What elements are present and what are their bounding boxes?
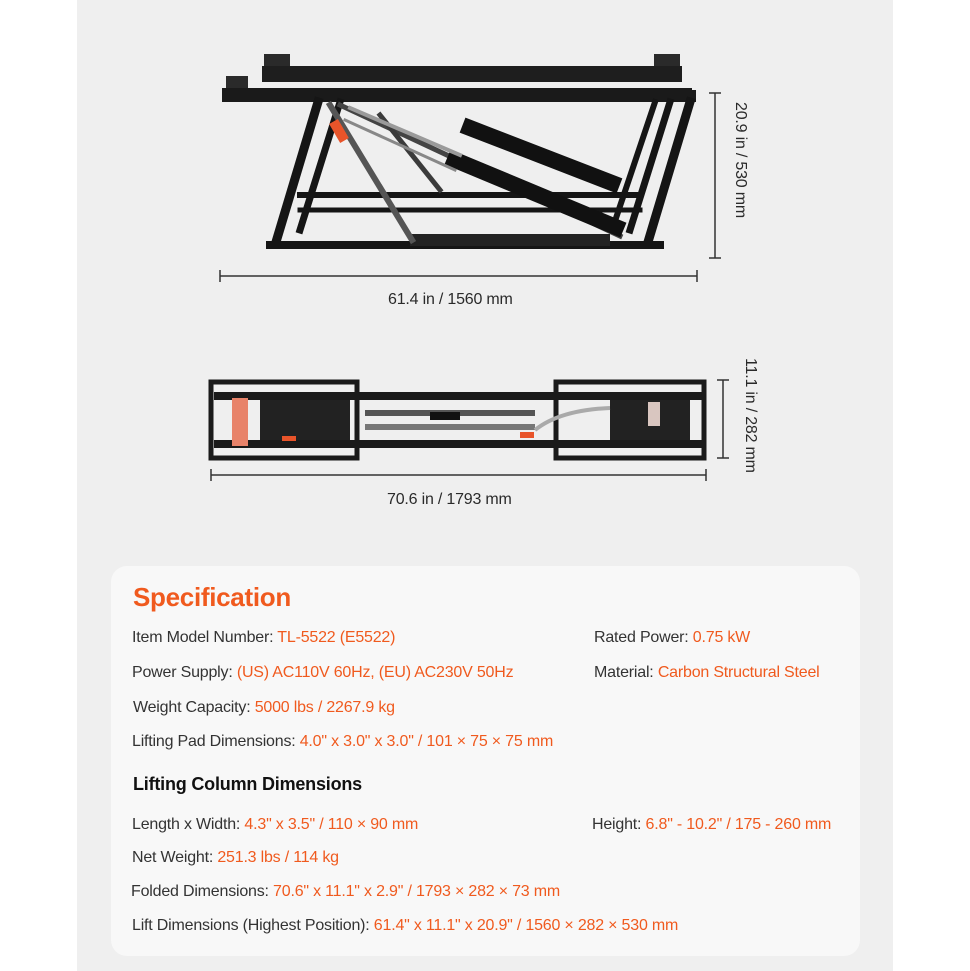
spec-material bbox=[594, 664, 820, 682]
spec-lifting-pad bbox=[132, 733, 553, 751]
spec-net-weight bbox=[132, 849, 339, 867]
spec-value: 61.4" x 11.1" x 20.9" / 1560 × 282 × 530 mm bbox=[373, 917, 679, 934]
spec-label: Length x Width: bbox=[132, 816, 245, 833]
spec-label: Lifting Pad Dimensions: bbox=[132, 733, 300, 750]
spec-value: (US) AC110V 60Hz, (EU) AC230V 50Hz bbox=[236, 664, 514, 681]
spec-value: 6.8" - 10.2" / 175 - 260 mm bbox=[645, 816, 832, 833]
lifted-height-label: 20.9 in / 530 mm bbox=[732, 102, 749, 218]
spec-label: Material: bbox=[594, 664, 658, 681]
specification-title: Specification bbox=[133, 582, 291, 612]
folded-length-label: 70.6 in / 1793 mm bbox=[387, 491, 512, 508]
spec-column-height bbox=[592, 816, 831, 834]
spec-rated-power bbox=[594, 629, 750, 647]
spec-label: Item Model Number: bbox=[132, 629, 278, 646]
spec-label: Folded Dimensions: bbox=[131, 883, 274, 900]
folded-lift-image bbox=[211, 382, 704, 458]
spec-power-supply bbox=[132, 664, 513, 682]
spec-length-width bbox=[132, 816, 418, 834]
spec-value: Carbon Structural Steel bbox=[657, 664, 820, 681]
spec-label: Rated Power: bbox=[594, 629, 693, 646]
spec-lift-dimensions bbox=[132, 917, 678, 935]
spec-label: Power Supply: bbox=[132, 664, 237, 681]
raised-lift-image bbox=[222, 54, 696, 246]
spec-weight-capacity bbox=[133, 699, 395, 717]
spec-label: Weight Capacity: bbox=[133, 699, 255, 716]
spec-label: Height: bbox=[592, 816, 646, 833]
lifting-column-title: Lifting Column Dimensions bbox=[133, 774, 362, 794]
spec-label: Net Weight: bbox=[132, 849, 218, 866]
spec-value: TL-5522 (E5522) bbox=[277, 629, 396, 646]
spec-value: 5000 lbs / 2267.9 kg bbox=[254, 699, 395, 716]
spec-folded-dimensions bbox=[131, 883, 560, 901]
lifted-length-label: 61.4 in / 1560 mm bbox=[388, 291, 513, 308]
spec-value: 4.3" x 3.5" / 110 × 90 mm bbox=[244, 816, 419, 833]
spec-label: Lift Dimensions (Highest Position): bbox=[132, 917, 374, 934]
spec-value: 4.0" x 3.0" x 3.0" / 101 × 75 × 75 mm bbox=[299, 733, 554, 750]
spec-value: 70.6" x 11.1" x 2.9" / 1793 × 282 × 73 mm bbox=[273, 883, 560, 900]
spec-item-model bbox=[132, 629, 395, 647]
spec-value: 251.3 lbs / 114 kg bbox=[217, 849, 339, 866]
folded-height-label: 11.1 in / 282 mm bbox=[742, 358, 759, 473]
spec-value: 0.75 kW bbox=[692, 629, 751, 646]
